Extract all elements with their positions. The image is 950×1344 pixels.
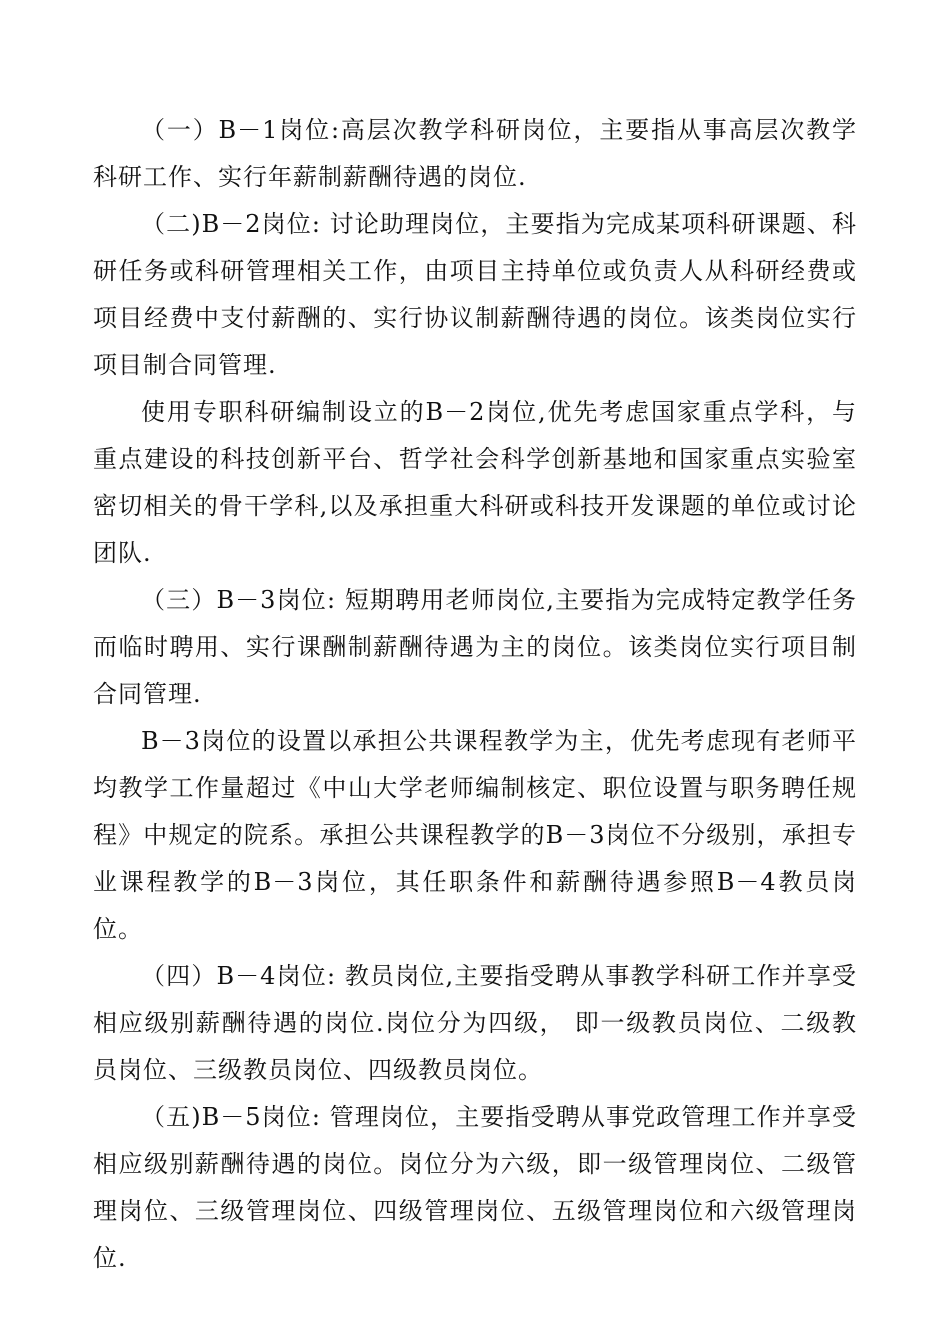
paragraph-b2-priority: 使用专职科研编制设立的B－2岗位,优先考虑国家重点学科，与重点建设的科技创新平台、哲学社会科学创新基地和国家重点实验室密切相关的骨干学科,以及承担重大科研或科技开发课题的单位或讨论团队. — [93, 398, 857, 567]
paragraph-b1-post: （一）B－1岗位:高层次教学科研岗位，主要指从事高层次教学科研工作、实行年薪制薪酬待遇的岗位. — [93, 116, 857, 191]
paragraph-b2-post: （二)B－2岗位: 讨论助理岗位，主要指为完成某项科研课题、科研任务或科研管理相关工作，由项目主持单位或负责人从科研经费或项目经费中支付薪酬的、实行协议制薪酬待遇的岗位。该类岗位实行项目制合同管理. — [93, 210, 857, 379]
document-body — [93, 107, 857, 1282]
paragraph-b3-post: （三）B－3岗位: 短期聘用老师岗位,主要指为完成特定教学任务而临时聘用、实行课酬制薪酬待遇为主的岗位。该类岗位实行项目制合同管理. — [93, 586, 857, 708]
paragraph-b4-post: （四）B－4岗位: 教员岗位,主要指受聘从事教学科研工作并享受相应级别薪酬待遇的岗位.岗位分为四级， 即一级教员岗位、二级教员岗位、三级教员岗位、四级教员岗位。 — [93, 962, 857, 1084]
paragraph-b5-post: （五)B－5岗位: 管理岗位，主要指受聘从事党政管理工作并享受相应级别薪酬待遇的岗位。岗位分为六级，即一级管理岗位、二级管理岗位、三级管理岗位、四级管理岗位、五级管理岗位和六级管理岗位. — [93, 1103, 857, 1272]
paragraph-b3-setting: B－3岗位的设置以承担公共课程教学为主，优先考虑现有老师平均教学工作量超过《中山大学老师编制核定、职位设置与职务聘任规程》中规定的院系。承担公共课程教学的B－3岗位不分级别，承担专业课程教学的B－3岗位，其任职条件和薪酬待遇参照B－4教员岗位。 — [93, 727, 857, 943]
